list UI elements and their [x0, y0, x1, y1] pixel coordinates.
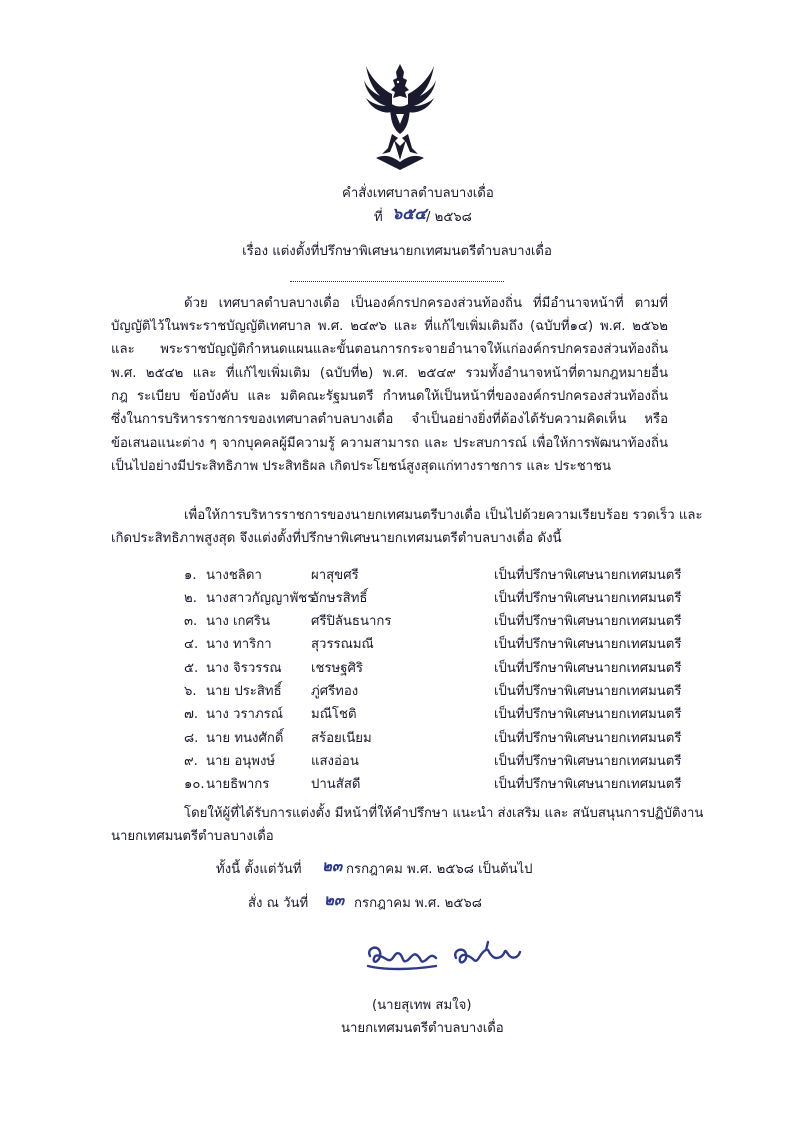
- order-number-handwritten: ๖๕๔: [392, 204, 427, 223]
- appointee-last-name: ปานสัสดี: [311, 777, 361, 792]
- effective-day-handwritten: ๒๓: [322, 857, 343, 875]
- appointee-first-name: นางชลิดา: [206, 568, 262, 583]
- appointee-number: ๔.: [184, 637, 199, 652]
- appointee-row: [0, 637, 794, 659]
- appointee-number: ๗.: [184, 707, 199, 722]
- appointee-number: ๑๐.: [184, 777, 205, 792]
- appointee-last-name: แสงอ่อน: [311, 754, 359, 769]
- appointee-last-name: อักษรสิทธิ์: [311, 591, 368, 606]
- duties-line: นายกเทศมนตรีตำบลบางเดื่อ: [111, 829, 274, 844]
- appointee-row: [0, 568, 794, 590]
- appointee-position: เป็นที่ปรึกษาพิเศษนายกเทศมนตรี: [494, 568, 682, 583]
- signer-name: (นายสุเทพ สมใจ): [372, 998, 472, 1013]
- appointee-last-name: ภู่ศรีทอง: [311, 684, 359, 699]
- appointee-position: เป็นที่ปรึกษาพิเศษนายกเทศมนตรี: [494, 661, 682, 676]
- appointee-row: [0, 661, 794, 683]
- separator-line: [290, 281, 504, 282]
- paragraph-line: ด้วย เทศบาลตำบลบางเดื่อ เป็นองค์กรปกครองส่วนท้องถิ่น ที่มีอำนาจหน้าที่ ตามที่: [184, 296, 668, 311]
- appointee-number: ๓.: [184, 614, 198, 629]
- appointee-row: [0, 731, 794, 753]
- appointee-first-name: นาย ประสิทธิ์: [206, 684, 282, 699]
- paragraph-line: กฎ ระเบียบ ข้อบังคับ และ มติคณะรัฐมนตรี กำหนดให้เป็นหน้าที่ขององค์กรปกครองส่วนท้องถิ่น: [111, 389, 668, 404]
- appointee-last-name: ศรีปิลันธนากร: [311, 614, 392, 629]
- appointee-row: [0, 591, 794, 613]
- appointee-first-name: นายธิพากร: [206, 777, 270, 792]
- order-number-prefix: ที่: [374, 210, 383, 225]
- order-number-suffix: / ๒๕๖๘: [426, 210, 472, 225]
- appointee-last-name: ผาสุขศรี: [311, 568, 359, 583]
- appointee-first-name: นาย อนุพงษ์: [206, 754, 276, 769]
- paragraph-line: บัญญัติไว้ในพระราชบัญญัติเทศบาล พ.ศ. ๒๔๙๖ และ ที่แก้ไขเพิ่มเติมถึง (ฉบับที่๑๔) พ.ศ. ๒๕๖๒: [111, 319, 668, 334]
- paragraph-line: ซึ่งในการบริหารราชการของเทศบาลตำบลบางเดื่อ จำเป็นอย่างยิ่งที่ต้องได้รับความคิดเห็น หรือ: [111, 412, 668, 427]
- appointee-position: เป็นที่ปรึกษาพิเศษนายกเทศมนตรี: [494, 614, 682, 629]
- appointee-row: [0, 614, 794, 636]
- appointee-position: เป็นที่ปรึกษาพิเศษนายกเทศมนตรี: [494, 591, 682, 606]
- appointee-position: เป็นที่ปรึกษาพิเศษนายกเทศมนตรี: [494, 777, 682, 792]
- issued-day-handwritten: ๒๓: [324, 891, 345, 909]
- signature-mark: [364, 936, 524, 978]
- appointee-first-name: นาง เกศริน: [206, 614, 271, 629]
- paragraph-line: ข้อเสนอแนะต่าง ๆ จากบุคคลผู้มีความรู้ ความสามารถ และ ประสบการณ์ เพื่อให้การพัฒนาท้องถิ่น: [111, 436, 668, 451]
- garuda-emblem-icon: [362, 62, 438, 174]
- appointee-position: เป็นที่ปรึกษาพิเศษนายกเทศมนตรี: [494, 707, 682, 722]
- appointee-position: เป็นที่ปรึกษาพิเศษนายกเทศมนตรี: [494, 731, 682, 746]
- paragraph-line: เกิดประสิทธิภาพสูงสุด จึงแต่งตั้งที่ปรึกษาพิเศษนายกเทศมนตรีตำบลบางเดื่อ ดังนี้: [111, 531, 562, 546]
- effective-date-suffix: กรกฎาคม พ.ศ. ๒๕๖๘ เป็นต้นไป: [346, 862, 533, 877]
- appointee-position: เป็นที่ปรึกษาพิเศษนายกเทศมนตรี: [494, 684, 682, 699]
- appointee-first-name: นาย ทนงศักดิ์: [206, 731, 284, 746]
- appointee-last-name: เชรษฐศิริ: [311, 661, 363, 676]
- appointee-row: [0, 707, 794, 729]
- signer-title: นายกเทศมนตรีตำบลบางเดื่อ: [341, 1021, 504, 1036]
- appointee-position: เป็นที่ปรึกษาพิเศษนายกเทศมนตรี: [494, 637, 682, 652]
- issued-date-prefix: สั่ง ณ วันที่: [248, 896, 309, 911]
- paragraph-line: และ พระราชบัญญัติกำหนดแผนและขั้นตอนการกระจายอำนาจให้แก่องค์กรปกครองส่วนท้องถิ่น: [111, 342, 668, 357]
- appointee-first-name: นาง ทาริกา: [206, 637, 272, 652]
- appointee-position: เป็นที่ปรึกษาพิเศษนายกเทศมนตรี: [494, 754, 682, 769]
- duties-line: โดยให้ผู้ที่ได้รับการแต่งตั้ง มีหน้าที่ให้คำปรึกษา แนะนำ ส่งเสริม และ สนับสนุนการปฏิบัติงาน: [184, 806, 704, 821]
- effective-date-prefix: ทั้งนี้ ตั้งแต่วันที่: [216, 862, 302, 877]
- appointee-number: ๙.: [184, 754, 198, 769]
- issued-date-suffix: กรกฎาคม พ.ศ. ๒๕๖๘: [354, 896, 482, 911]
- appointee-first-name: นาง จิรวรรณ: [206, 661, 282, 676]
- appointee-number: ๕.: [184, 661, 199, 676]
- appointee-last-name: สุวรรณมณี: [311, 637, 374, 652]
- appointee-number: ๘.: [184, 731, 199, 746]
- paragraph-line: พ.ศ. ๒๕๔๒ และ ที่แก้ไขเพิ่มเติม (ฉบับที่๒) พ.ศ. ๒๕๔๙ รวมทั้งอำนาจหน้าที่ตามกฎหมายอื่น: [111, 366, 668, 381]
- appointee-first-name: นาง วราภรณ์: [206, 707, 283, 722]
- appointee-first-name: นางสาวกัญญาพัชร: [206, 591, 315, 606]
- subject-line: เรื่อง แต่งตั้งที่ปรึกษาพิเศษนายกเทศมนตรีตำบลบางเดื่อ: [242, 244, 552, 259]
- appointee-row: [0, 754, 794, 776]
- appointee-last-name: มณีโชติ: [311, 707, 357, 722]
- appointee-number: ๒.: [184, 591, 197, 606]
- paragraph-line: เป็นไปอย่างมีประสิทธิภาพ ประสิทธิผล เกิดประโยชน์สูงสุดแก่ทางราชการ และ ประชาชน: [111, 459, 612, 474]
- appointee-number: ๑.: [184, 568, 197, 583]
- appointee-row: [0, 684, 794, 706]
- order-title: คำสั่งเทศบาลตำบลบางเดื่อ: [342, 186, 494, 201]
- paragraph-line: เพื่อให้การบริหารราชการของนายกเทศมนตรีบางเดื่อ เป็นไปด้วยความเรียบร้อย รวดเร็ว และ: [184, 508, 703, 523]
- appointee-last-name: สร้อยเนียม: [311, 731, 372, 746]
- appointee-number: ๖.: [184, 684, 197, 699]
- appointee-row: [0, 777, 794, 799]
